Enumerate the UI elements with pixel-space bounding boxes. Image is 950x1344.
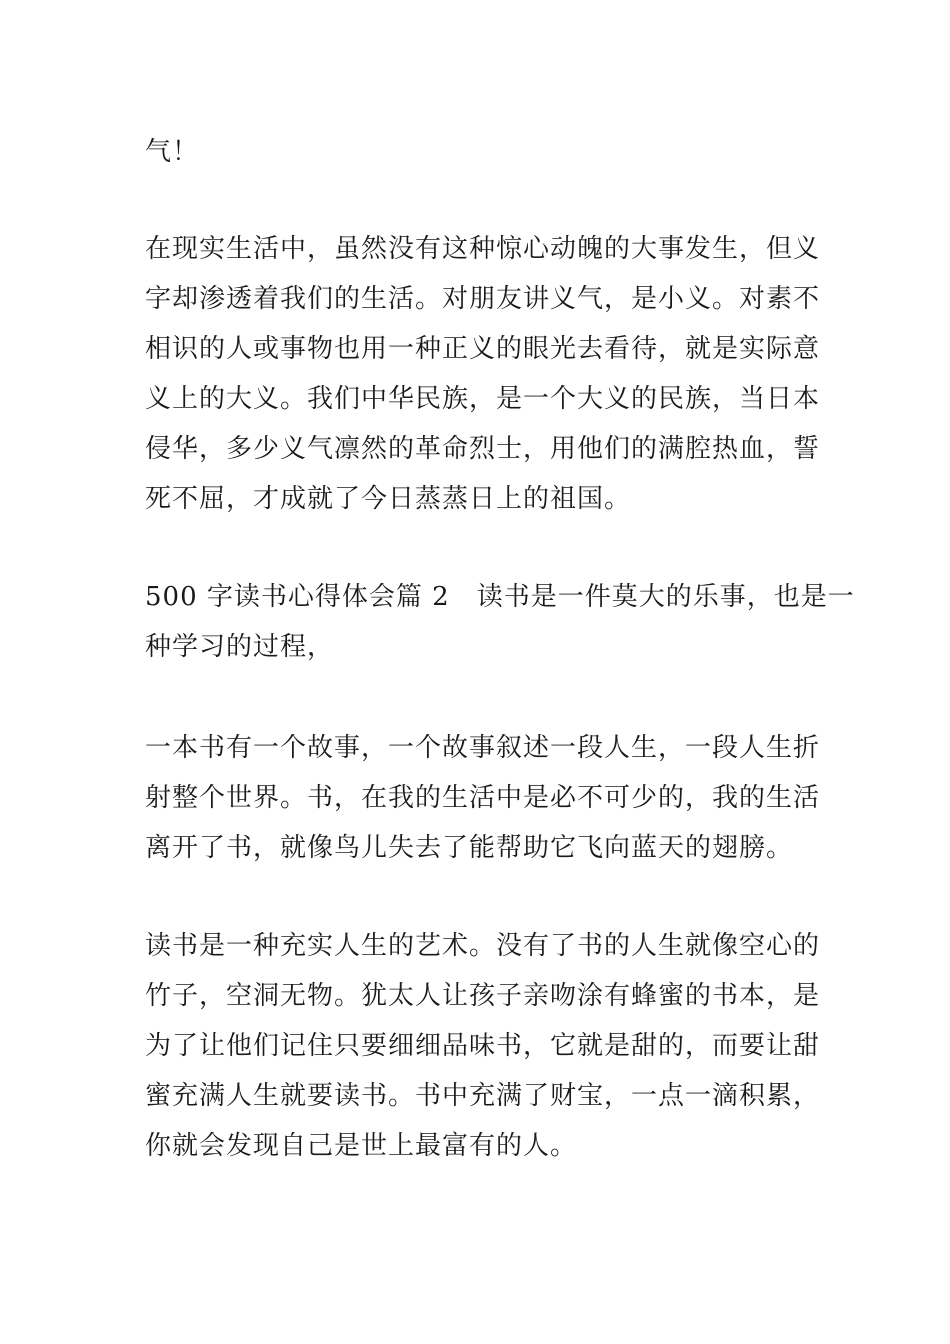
text-line: 你就会发现自己是世上最富有的人。 bbox=[145, 1131, 578, 1161]
paragraph-5 bbox=[145, 921, 821, 1171]
text-line: 在现实生活中，虽然没有这种惊心动魄的大事发生，但义 bbox=[145, 234, 821, 264]
text-line: 一本书有一个故事，一个故事叙述一段人生，一段人生折 bbox=[145, 733, 821, 763]
text-line: 读书是一种充实人生的艺术。没有了书的人生就像空心的 bbox=[145, 931, 821, 961]
text-line: 500 字读书心得体会篇 2 读书是一件莫大的乐事，也是一 bbox=[145, 582, 855, 612]
text-line: 种学习的过程， bbox=[145, 632, 335, 662]
text-line: 为了让他们记住只要细细品味书，它就是甜的，而要让甜 bbox=[145, 1031, 821, 1061]
text-line: 相识的人或事物也用一种正义的眼光去看待，就是实际意 bbox=[145, 334, 821, 364]
paragraph-1 bbox=[145, 127, 815, 177]
paragraph-2 bbox=[145, 224, 821, 524]
text-line: 离开了书，就像鸟儿失去了能帮助它飞向蓝天的翅膀。 bbox=[145, 833, 794, 863]
text-line: 义上的大义。我们中华民族，是一个大义的民族，当日本 bbox=[145, 384, 821, 414]
text-line: 蜜充满人生就要读书。书中充满了财宝，一点一滴积累， bbox=[145, 1081, 821, 1111]
paragraph-4 bbox=[145, 723, 821, 873]
text-line: 气！ bbox=[145, 137, 200, 167]
text-line: 竹子，空洞无物。犹太人让孩子亲吻涂有蜂蜜的书本，是 bbox=[145, 981, 821, 1011]
text-line: 侵华，多少义气凛然的革命烈士，用他们的满腔热血，誓 bbox=[145, 434, 821, 464]
text-line: 死不屈，才成就了今日蒸蒸日上的祖国。 bbox=[145, 484, 632, 514]
text-line: 字却渗透着我们的生活。对朋友讲义气，是小义。对素不 bbox=[145, 284, 821, 314]
text-line: 射整个世界。书，在我的生活中是必不可少的，我的生活 bbox=[145, 783, 821, 813]
paragraph-3 bbox=[145, 572, 855, 672]
